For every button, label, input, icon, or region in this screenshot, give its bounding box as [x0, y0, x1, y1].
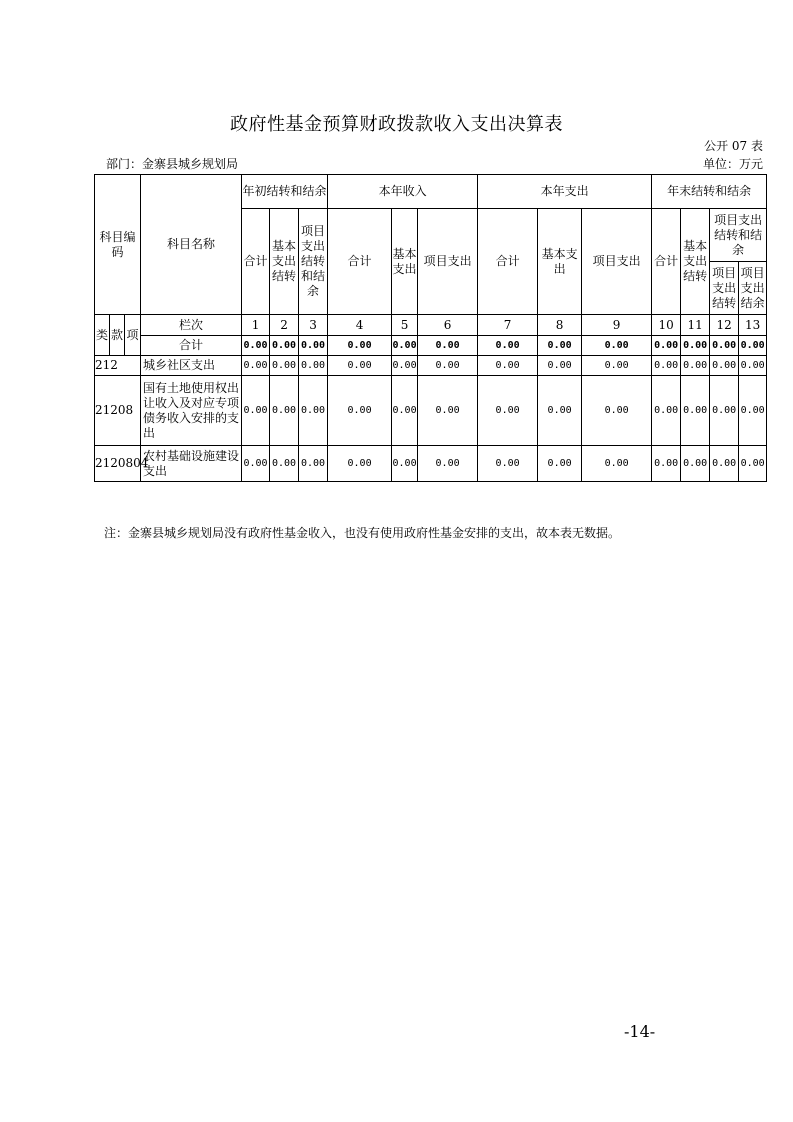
- total-cell: 0.00: [739, 336, 767, 356]
- row-cell: 0.00: [478, 446, 538, 482]
- row-cell: 0.00: [392, 356, 418, 376]
- total-cell: 0.00: [299, 336, 328, 356]
- column-number: 9: [582, 315, 652, 336]
- income-total-header: 合计: [328, 209, 392, 315]
- row-cell: 0.00: [328, 446, 392, 482]
- department-label: 部门：金寨县城乡规划局: [106, 157, 239, 171]
- row-name: 国有土地使用权出让收入及对应专项债务收入安排的支出: [141, 376, 242, 446]
- page-title: 政府性基金预算财政拨款收入支出决算表: [230, 114, 563, 135]
- subject-code-header: 科目编码: [95, 175, 141, 315]
- row-cell: 0.00: [299, 376, 328, 446]
- row-name: 城乡社区支出: [141, 356, 242, 376]
- row-cell: 0.00: [270, 356, 299, 376]
- total-cell: 0.00: [392, 336, 418, 356]
- row-cell: 0.00: [418, 376, 478, 446]
- column-number: 1: [242, 315, 270, 336]
- row-cell: 0.00: [270, 446, 299, 482]
- row-cell: 0.00: [582, 446, 652, 482]
- total-cell: 0.00: [538, 336, 582, 356]
- row-cell: 0.00: [681, 356, 710, 376]
- row-cell: 0.00: [538, 356, 582, 376]
- subject-name-header: 科目名称: [141, 175, 242, 315]
- row-cell: 0.00: [538, 446, 582, 482]
- expense-basic-header: 基本支出: [538, 209, 582, 315]
- column-number: 13: [739, 315, 767, 336]
- ending-project-carryover-header: 项目支出结转: [710, 262, 739, 315]
- column-number: 3: [299, 315, 328, 336]
- unit-label: 单位：万元: [702, 157, 763, 171]
- page-number: -14-: [624, 1022, 656, 1041]
- row-cell: 0.00: [739, 356, 767, 376]
- row-cell: 0.00: [710, 446, 739, 482]
- beginning-total-header: 合计: [242, 209, 270, 315]
- column-number: 6: [418, 315, 478, 336]
- row-cell: 0.00: [418, 446, 478, 482]
- table-row: [95, 376, 767, 446]
- total-cell: 0.00: [478, 336, 538, 356]
- footnote: 注：金寨县城乡规划局没有政府性基金收入，也没有使用政府性基金安排的支出，故本表无数据。: [104, 526, 621, 540]
- row-cell: 0.00: [270, 376, 299, 446]
- ending-total-header: 合计: [652, 209, 681, 315]
- total-cell: 0.00: [710, 336, 739, 356]
- row-cell: 0.00: [739, 446, 767, 482]
- column-number: 7: [478, 315, 538, 336]
- row-cell: 0.00: [478, 376, 538, 446]
- ending-project-surplus-header: 项目支出结余: [739, 262, 767, 315]
- beginning-basic-header: 基本支出结转: [270, 209, 299, 315]
- row-code: 21208: [95, 376, 141, 446]
- section-header: 款: [110, 315, 125, 356]
- row-cell: 0.00: [652, 356, 681, 376]
- table-row: [95, 356, 767, 376]
- total-cell: 0.00: [681, 336, 710, 356]
- income-project-header: 项目支出: [418, 209, 478, 315]
- budget-table: [94, 174, 767, 482]
- row-cell: 0.00: [710, 356, 739, 376]
- row-cell: 0.00: [242, 376, 270, 446]
- total-cell: 0.00: [270, 336, 299, 356]
- total-row: [95, 336, 767, 356]
- expense-total-header: 合计: [478, 209, 538, 315]
- column-number: 2: [270, 315, 299, 336]
- total-cell: 0.00: [242, 336, 270, 356]
- column-number: 8: [538, 315, 582, 336]
- row-cell: 0.00: [299, 356, 328, 376]
- column-number: 5: [392, 315, 418, 336]
- row-cell: 0.00: [328, 376, 392, 446]
- total-row-label: 合计: [141, 336, 242, 356]
- row-cell: 0.00: [478, 356, 538, 376]
- row-cell: 0.00: [242, 446, 270, 482]
- table-code: 公开 07 表: [704, 139, 763, 153]
- column-number: 11: [681, 315, 710, 336]
- row-cell: 0.00: [418, 356, 478, 376]
- total-cell: 0.00: [652, 336, 681, 356]
- item-header: 项: [125, 315, 141, 356]
- row-cell: 0.00: [652, 446, 681, 482]
- row-name: 农村基础设施建设支出: [141, 446, 242, 482]
- expense-project-header: 项目支出: [582, 209, 652, 315]
- column-number: 12: [710, 315, 739, 336]
- row-cell: 0.00: [392, 446, 418, 482]
- column-number: 10: [652, 315, 681, 336]
- ending-project-group-header: 项目支出结转和结余: [710, 209, 767, 262]
- row-index-label: 栏次: [141, 315, 242, 336]
- row-code: 212: [95, 356, 141, 376]
- ending-balance-header: 年末结转和结余: [652, 175, 767, 209]
- current-income-header: 本年收入: [328, 175, 478, 209]
- row-cell: 0.00: [538, 376, 582, 446]
- category-header: 类: [95, 315, 110, 356]
- row-cell: 0.00: [652, 376, 681, 446]
- row-cell: 0.00: [681, 376, 710, 446]
- total-cell: 0.00: [418, 336, 478, 356]
- total-cell: 0.00: [328, 336, 392, 356]
- row-cell: 0.00: [582, 356, 652, 376]
- row-cell: 0.00: [681, 446, 710, 482]
- ending-basic-header: 基本支出结转: [681, 209, 710, 315]
- current-expense-header: 本年支出: [478, 175, 652, 209]
- table-row: [95, 446, 767, 482]
- row-cell: 0.00: [242, 356, 270, 376]
- total-cell: 0.00: [582, 336, 652, 356]
- row-cell: 0.00: [739, 376, 767, 446]
- income-basic-header: 基本支出: [392, 209, 418, 315]
- row-cell: 0.00: [710, 376, 739, 446]
- row-cell: 0.00: [582, 376, 652, 446]
- row-cell: 0.00: [299, 446, 328, 482]
- row-code: 2120804: [95, 446, 141, 482]
- beginning-project-header: 项目支出结转和结余: [299, 209, 328, 315]
- row-cell: 0.00: [328, 356, 392, 376]
- column-number: 4: [328, 315, 392, 336]
- row-cell: 0.00: [392, 376, 418, 446]
- beginning-balance-header: 年初结转和结余: [242, 175, 328, 209]
